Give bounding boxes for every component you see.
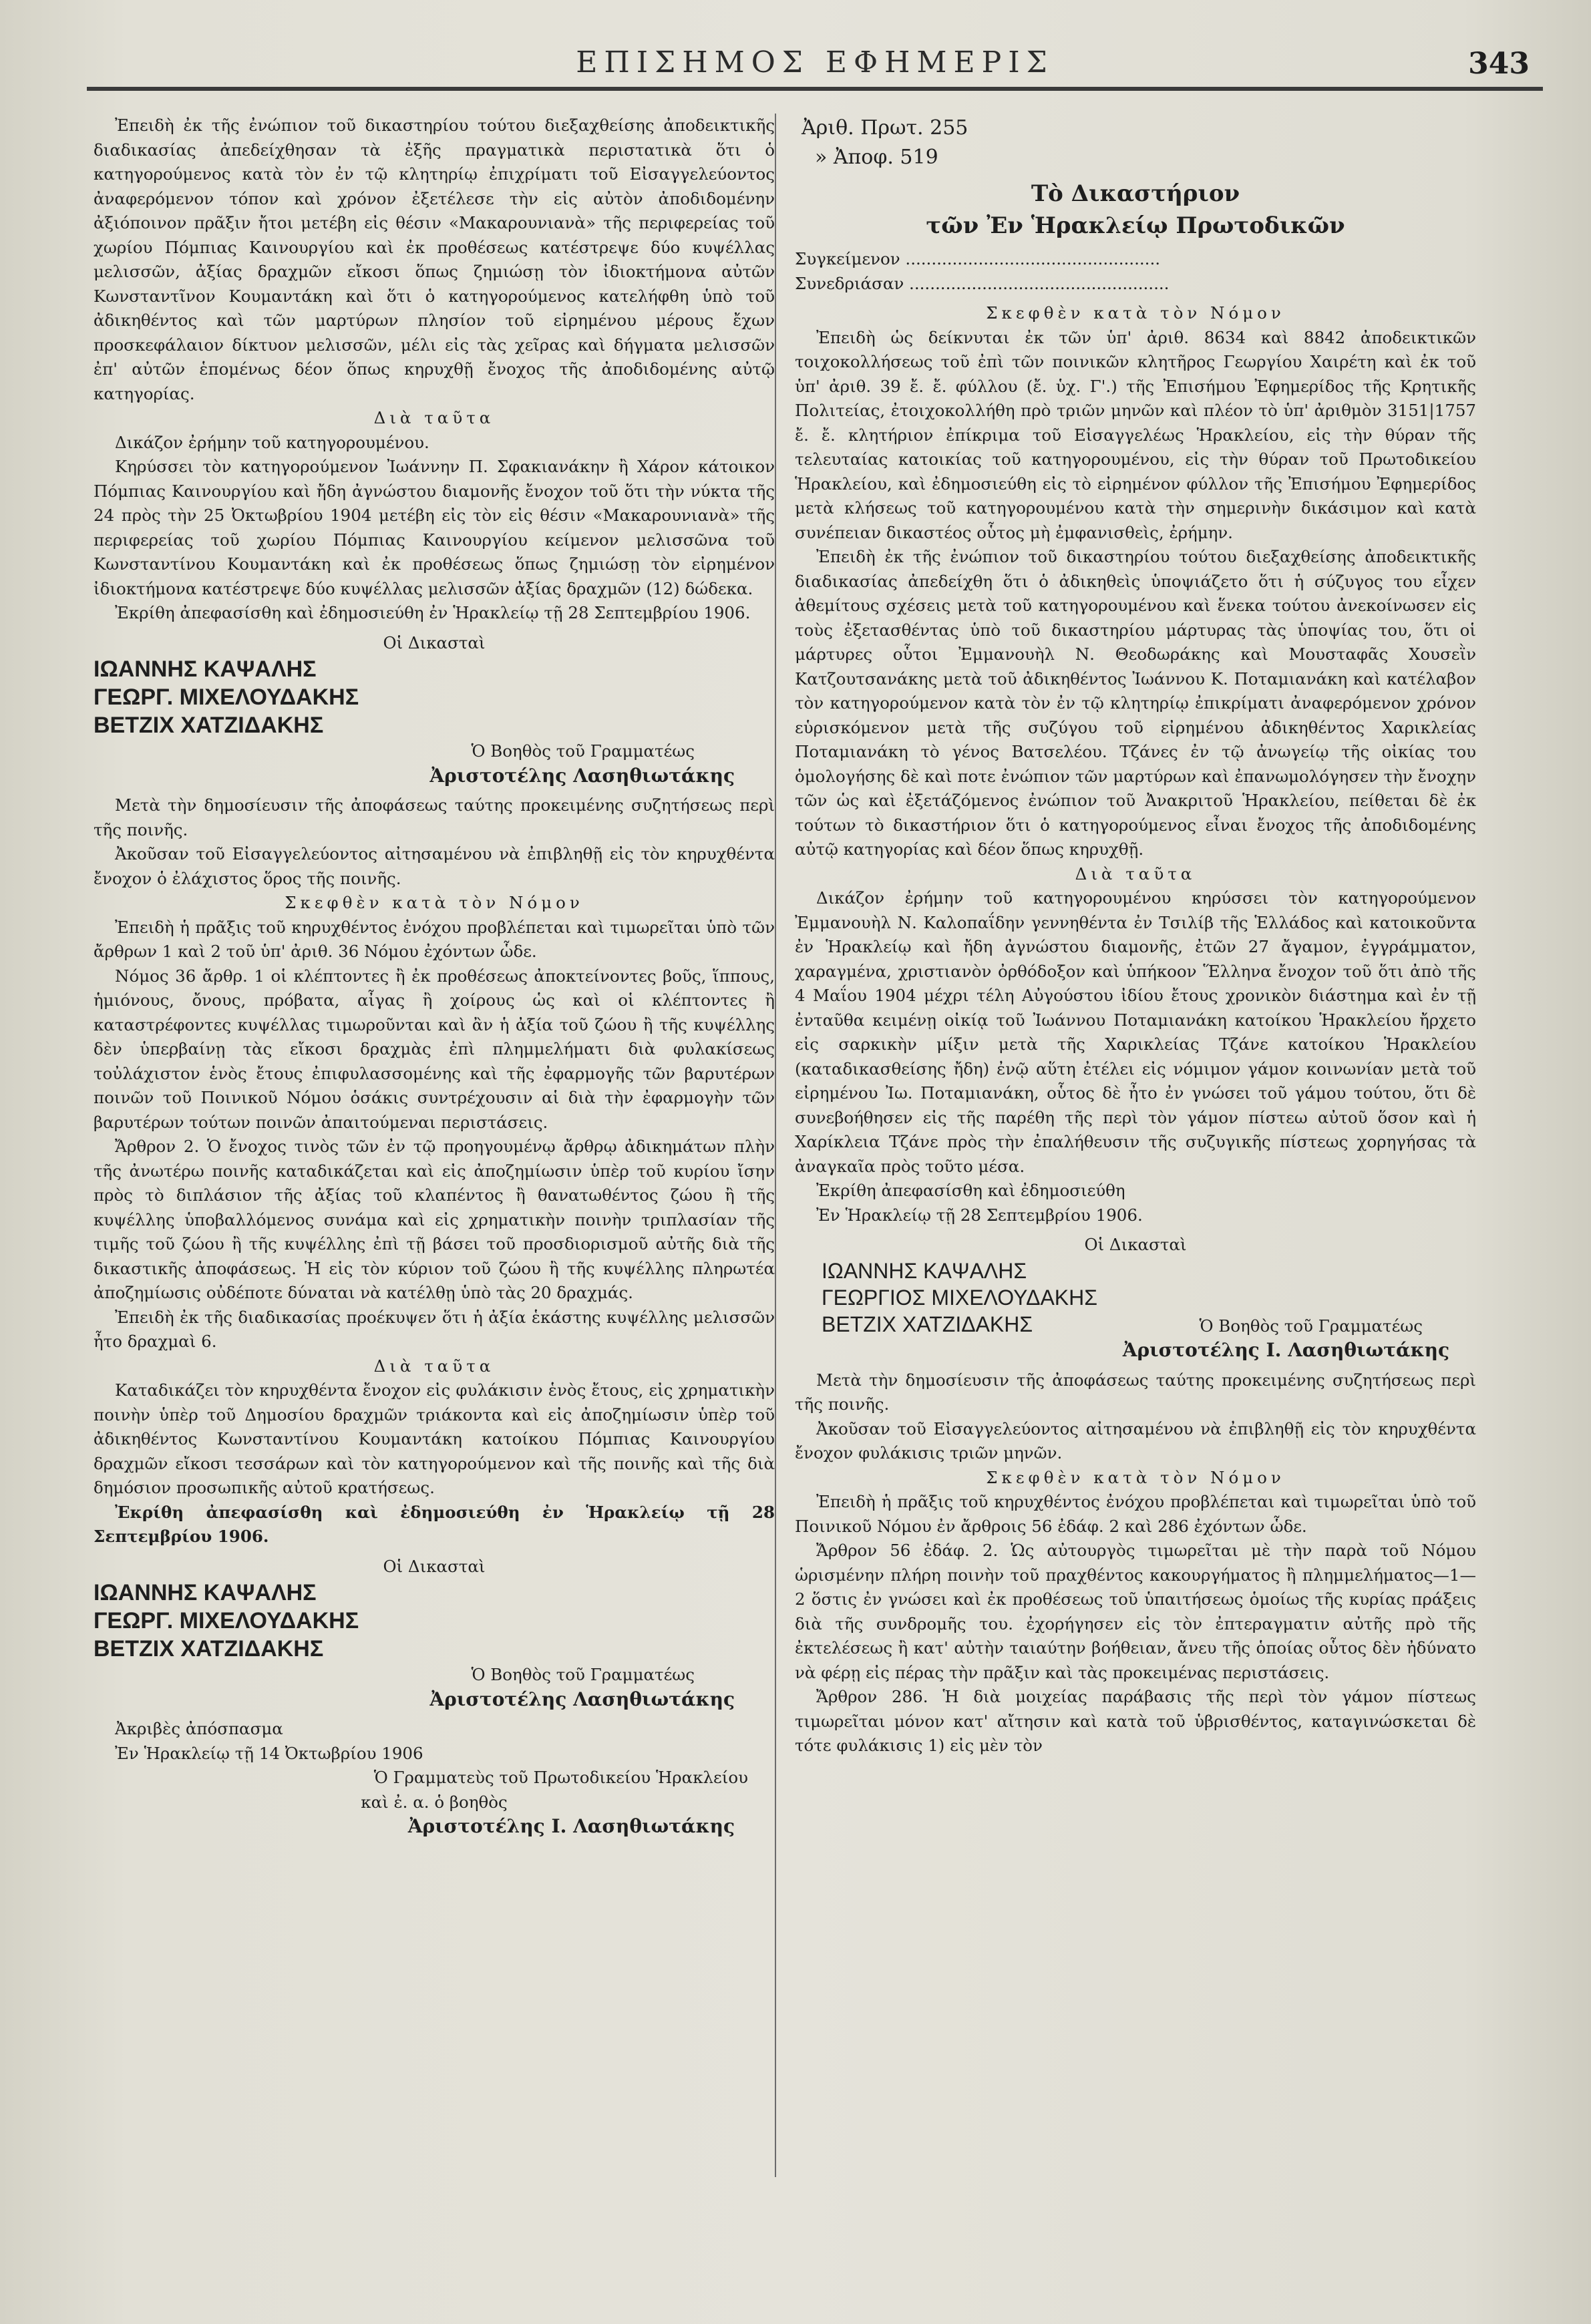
paragraph: Νόμος 36 ἄρθρ. 1 οἱ κλέπτοντες ἢ ἐκ προθέσεως ἀποκτείνοντες βοῦς, ἵππους, ἡμιόνους, ὄνους, πρόβατα, αἶγας ἢ χοίρους ὡς καὶ οἱ κλέπτοντες ἢ καταστρέφοντες κυψέλλας τιμωροῦνται καὶ ἂν ἡ ἀξία τοῦ ζώου ἢ τῆς κυψέλλης δὲν ὑπερβαίνῃ τὰς εἴκοσι δραχμὰς ἐπὶ πλημμελήματι διὰ φυλακίσεως τοὐλάχιστον ἑνὸς ἔτους ἐπιφυλασσομένης καὶ τῆς ἐφαρμογῆς τῶν βαρυτέρων ποινῶν τοῦ Ποινικοῦ Νόμου ὁσάκις συντρέχουσιν αἱ διὰ τὴν ἐφαρμογὴν τῶν βαρυτέρων τούτων ποινῶν ἀπαιτούμεναι περιστάσεις. — [94, 966, 775, 1132]
section-heading: Σκεφθὲν κατὰ τὸν Νόμον — [986, 303, 1285, 323]
paragraph: Ἐπειδὴ ἡ πρᾶξις τοῦ κηρυχθέντος ἐνόχου προβλέπεται καὶ τιμωρεῖται ὑπὸ τοῦ Ποινικοῦ Νόμου ἐν ἄρθροις 56 ἐδάφ. 2 καὶ 286 ἐχόντων ὧδε. — [795, 1492, 1476, 1536]
paragraph: Ἐν Ἡρακλείῳ τῇ 28 Σεπτεμβρίου 1906. — [816, 1205, 1143, 1225]
judge-name: ΙΩΑΝΝΗΣ ΚΑΨΑΛΗΣ — [94, 1580, 317, 1605]
judge-name: ΙΩΑΝΝΗΣ ΚΑΨΑΛΗΣ — [94, 656, 317, 682]
judge-name: ΙΩΑΝΝΗΣ ΚΑΨΑΛΗΣ — [822, 1258, 1027, 1283]
judge-name: ΓΕΩΡΓ. ΜΙΧΕΛΟΥΔΑΚΗΣ — [94, 1608, 359, 1633]
paragraph: Ἀκοῦσαν τοῦ Εἰσαγγελεύοντος αἰτησαμένου νὰ ἐπιβληθῇ εἰς τὸν κηρυχθέντα ἔνοχον φυλάκισις τριῶν μηνῶν. — [795, 1418, 1476, 1463]
clerk-label: Ὁ Βοηθὸς τοῦ Γραμματέως — [1199, 1316, 1423, 1336]
reference-protocol: Ἀριθ. Πρωτ. 255 — [802, 116, 968, 140]
section-heading: Διὰ ταῦτα — [373, 408, 495, 427]
judges-label: Οἱ Δικασταὶ — [1084, 1235, 1187, 1254]
judge-name: ΒΕΤΖΙΧ ΧΑΤΖΙΔΑΚΗΣ — [822, 1312, 1033, 1336]
section-heading: Διὰ ταῦτα — [1075, 863, 1196, 884]
clerk-name: Ἀριστοτέλης Ι. Λασηθιωτάκης — [1122, 1339, 1449, 1361]
column-divider — [775, 114, 776, 2177]
paragraph: Ἀκοῦσαν τοῦ Εἰσαγγελεύοντος αἰτησαμένου νὰ ἐπιβληθῇ εἰς τὸν κηρυχθέντα ἔνοχον ὁ ἐλάχιστος ὅρος τῆς ποινῆς. — [94, 844, 775, 888]
extract-date: Ἐν Ἡρακλείῳ τῇ 14 Ὀκτωβρίου 1906 — [115, 1743, 423, 1763]
clerk-label: Ὁ Βοηθὸς τοῦ Γραμματέως — [471, 741, 695, 761]
clerk-name: Ἀριστοτέλης Λασηθιωτάκης — [429, 1688, 735, 1710]
page-number: 343 — [1468, 47, 1530, 81]
extract-label: Ἀκριβὲς ἀπόσπασμα — [115, 1719, 283, 1738]
convened-line: Συνεδριάσαν .................................................. — [795, 273, 1170, 293]
paragraph: Μετὰ τὴν δημοσίευσιν τῆς ἀποφάσεως ταύτης προκειμένης συζητήσεως περὶ τῆς ποινῆς. — [795, 1370, 1476, 1414]
paragraph: Μετὰ τὴν δημοσίευσιν τῆς ἀποφάσεως ταύτης προκειμένης συζητήσεως περὶ τῆς ποινῆς. — [94, 795, 775, 839]
paragraph: Ἐπειδὴ ἐκ τῆς διαδικασίας προέκυψεν ὅτι ἡ ἀξία ἑκάστης κυψέλλης μελισσῶν ἦτο δραχμαὶ 6. — [94, 1307, 775, 1351]
extract-clerk-assistant: καὶ ἐ. α. ὁ βοηθὸς — [361, 1792, 508, 1812]
section-heading: Σκεφθὲν κατὰ τὸν Νόμον — [986, 1467, 1285, 1487]
paragraph: Ἄρθρον 56 ἐδάφ. 2. Ὡς αὐτουργὸς τιμωρεῖται μὲ τὴν παρὰ τοῦ Νόμου ὡρισμένην πλήρη ποινὴν τοῦ πραχθέντος κακουργήματος ἢ πλημμελήματος—1—2 ὅστις ἐν γνώσει καὶ ἐκ προθέσεως τοῦ ὑπαιτήσεως ὁμοίως τῆς κυρίας πράξεις διὰ τῆς συνδρομῆς του. ἐχορήγησεν εἰς τὸν ἐπτεραγματιν αὐτῆς πρὸ τῆς ἐκτελέσεως ἢ κατ' αὐτὴν ταιαύτην βοήθειαν, ἄνευ τῆς ὁποίας οὗτος δὲν ἠδύνατο νὰ φέρῃ εἰς πέρας τὴν πρᾶξιν καὶ τὰς προκειμένας περιστάσεις. — [795, 1541, 1476, 1682]
judge-name: ΒΕΤΖΙΧ ΧΑΤΖΙΔΑΚΗΣ — [94, 1636, 324, 1662]
paragraph: Δικάζον ἐρήμην τοῦ κατηγορουμένου. — [115, 432, 429, 452]
paragraph: Ἐπειδὴ ἐκ τῆς ἐνώπιον τοῦ δικαστηρίου τούτου διεξαχθείσης ἀποδεικτικῆς διαδικασίας ἀπεδείχθη ὅτι ὁ ἀδικηθεὶς ὑποψιάζετο ὅτι ἡ σύζυγος του εἶχεν ἀθεμίτους σχέσεις μετὰ τοῦ κατηγορουμένου καὶ ἕνεκα τούτου ἀνεκοίνωσεν εἰς τοὺς ἐξετασθέντας ὑπὸ τοῦ δικαστηρίου μάρτυρας τὰς ὑποψίας του, ὅτι οἱ μάρτυρες οὗτοι Ἐμμανουὴλ Ν. Θεοδωράκης καὶ Μουσταφᾶς Χουσεῒν Κατζουτσανάκης μετὰ τοῦ ἀδικηθέντος Ἰωάννου Κ. Ποταμιανάκη καὶ κατέλαβον τὸν κατηγορούμενον κατὰ τὸν ἐν τῷ κλητηρίῳ ἐπικρίματι ἀναφερόμενον χρόνον εὑρισκόμενον μετὰ τῆς συζύγου τοῦ εἰρημένου ἀδικηθέντος Χαρικλείας Ποταμιανάκη τὸ γένος Βατσελέου. Τζάνες ἐν τῷ ἀνωγείῳ τῆς οἰκίας του ὁμολογήσης δὲ καὶ ποτε ἐνώπιον τῶν μαρτύρων καὶ ἐπανωμολόγησεν τὴν ἔνοχην τῶν ὡς καὶ ἐξετάζόμενος ἐνώπιον τοῦ Ἀνακριτοῦ Ἡρακλείου, πείθεται δὲ ἐκ τούτων τὸ δικαστήριον ὅτι ὁ κατηγορούμενος εἶναι ἔνοχος τῆς ἀποδιδομένης αὐτῷ κατηγορίας καὶ δέον ὅπως κηρυχθῇ. — [795, 547, 1476, 859]
paragraph: Ἄρθρον 286. Ἡ διὰ μοιχείας παράβασις τῆς περὶ τὸν γάμον πίστεως τιμωρεῖται μόνον κατ' αἴτησιν καὶ κατὰ τοῦ ὑβρισθέντος, καταγινώσκεται δὲ τότε φυλάκισις 1) εἰς μὲν τὸν — [795, 1687, 1476, 1755]
clerk-name: Ἀριστοτέλης Λασηθιωτάκης — [429, 764, 735, 787]
reference-decision: » Ἀποφ. 519 — [815, 146, 938, 169]
right-column — [795, 114, 1476, 1758]
paragraph: Καταδικάζει τὸν κηρυχθέντα ἔνοχον εἰς φυλάκισιν ἑνὸς ἔτους, εἰς χρηματικὴν ποινὴν ὑπὲρ τοῦ Δημοσίου δραχμῶν τριάκοντα καὶ εἰς ἀποζημίωσιν ὑπὲρ τοῦ ἀδικηθέντος Κωνσταντίνου Κουμαντάκη κατοίκου Πόμπιας Καινουργίου δραχμῶν εἴκοσι τεσσάρων καὶ τὸν κατηγορούμενον καὶ τῆς ποινῆς καὶ τῆς διὰ δημόσιον προσωπικῆς αὐτοῦ κρατήσεως. — [94, 1380, 775, 1497]
newspaper-title: ΕΠΙΣΗΜΟΣ ΕΦΗΜΕΡΙΣ — [576, 45, 1054, 79]
page-header — [87, 20, 1543, 93]
paragraph: Ἐκρίθη ἀπεφασίσθη καὶ ἐδημοσιεύθη ἐν Ἡρακλείῳ τῇ 28 Σεπτεμβρίου 1906. — [94, 1502, 775, 1546]
clerk-label: Ὁ Βοηθὸς τοῦ Γραμματέως — [471, 1665, 695, 1684]
paragraph: Δικάζον ἐρήμην τοῦ κατηγορουμένου κηρύσσει τὸν κατηγορούμενον Ἐμμανουὴλ Ν. Καλοπαΐδην γεννηθέντα ἐν Τσιλίβ τῆς Ἑλλάδος καὶ κατοικοῦντα ἐν Ἡρακλείῳ καὶ ἤδη ἀγνώστου διαμονῆς, ἐτῶν 27 ἄγαμον, ἐγγράμματον, χαραγμένα, χριστιανὸν ὀρθόδοξον καὶ ὑπήκοον Ἕλληνα ἔνοχον τοῦ ὅτι ἀπὸ τῆς 4 Μαΐου 1904 μέχρι τέλη Αὐγούστου ἰδίου ἔτους χρονικὸν διάστημα καὶ ἐν τῇ ἐνταῦθα κειμένῃ οἰκίᾳ τοῦ Ἰωάννου Ποταμιανάκη κατοίκου Ἡρακλείου ἤρχετο εἰς σαρκικὴν μίξιν μετὰ τῆς Χαρικλείας Τζάνε κατοίκου Ἡρακλείου (καταδικασθείσης ἤδη) ἐνῷ αὕτη ἐτέλει εἰς νόμιμον γάμον κοινωνίαν μετὰ τοῦ εἰρημένου Ἰω. Ποταμιανάκη, οὗτος δὲ ἦτο ἐν γνώσει τοῦ γάμου τούτου, ὅτι δὲ συνεβοήθησεν εἰς τῆς παρέθη τῆς περὶ τὸν γάμον πίστεω αὐτοῦ ὅσον καὶ ἡ Χαρίκλεια Τζάνε πρὸς τὴν ἐπαλήθευσιν τῆς συζυγικῆς πίστεως χορηγήσας τὰ ἀναγκαῖα πρὸς τοῦτο μέσα. — [795, 888, 1476, 1176]
judge-name: ΓΕΩΡΓΙΟΣ ΜΙΧΕΛΟΥΔΑΚΗΣ — [822, 1285, 1098, 1310]
paragraph: Ἐπειδὴ ὡς δείκνυται ἐκ τῶν ὑπ' ἀριθ. 8634 καὶ 8842 ἀποδεικτικῶν τοιχοκολλήσεως τοῦ ἐπὶ τῶν ποινικῶν κλητῆρος Γεωργίου Χαιρέτη καὶ ἐκ τοῦ ὑπ' ἀριθ. 39 ἔ. ἔ. φύλλου (ἔ. ὑχ. Γ'.) τῆς Ἐπισήμου Ἐφημερίδος τῆς Κρητικῆς Πολιτείας, ἐτοιχοκολλήθη πρὸ τριῶν μηνῶν καὶ πλέον τὸ ὑπ' ἀριθμὸν 3151|1757 ἔ. ἔ. κλητήριον ἐπίκριμα τοῦ Εἰσαγγελέως Ἡρακλείου, εἰς τὴν θύραν τῆς τελευταίας κατοικίας τοῦ κατηγορουμένου, εἰς τὴν θύραν τοῦ Πρωτοδικείου Ἡρακλείου, καὶ ἐδημοσιεύθη εἰς τὸ εἰρημένον φύλλον τῆς Ἐπισήμου Ἐφημερίδος μετὰ κλήσεως τοῦ κατηγορουμένου κατὰ τὴν σημερινὴν δικάσιμον καὶ κατὰ συνέπειαν δικαστέος οὗτος μὴ ἐμφανισθεὶς, ἐρήμην. — [795, 327, 1476, 542]
composed-line: Συγκείμενον ................................................. — [795, 249, 1161, 268]
paragraph: Ἐκρίθη ἀπεφασίσθη καὶ ἐδημοσιεύθη — [816, 1181, 1125, 1200]
judge-name: ΓΕΩΡΓ. ΜΙΧΕΛΟΥΔΑΚΗΣ — [94, 685, 359, 710]
judges-label: Οἱ Δικασταὶ — [383, 632, 486, 652]
judges-label: Οἱ Δικασταὶ — [383, 1556, 486, 1576]
court-title: Τὸ Δικαστήριον — [1031, 180, 1240, 207]
extract-clerk-name: Ἀριστοτέλης Ι. Λασηθιωτάκης — [407, 1815, 735, 1837]
paragraph: Ἐκρίθη ἀπεφασίσθη καὶ ἐδημοσιεύθη ἐν Ἡρακλείῳ τῇ 28 Σεπτεμβρίου 1906. — [115, 603, 751, 622]
paragraph: Ἄρθρον 2. Ὁ ἔνοχος τινὸς τῶν ἐν τῷ προηγουμένῳ ἄρθρῳ ἀδικημάτων πλὴν τῆς ἀνωτέρω ποινῆς καταδικάζεται καὶ εἰς ἀποζημίωσιν ὑπὲρ τοῦ κυρίου ἴσην πρὸς τὸ διπλάσιον τῆς ἀξίας τοῦ κλαπέντος ἢ θανατωθέντος ζώου ἢ τῆς κυψέλλης ὑποβαλλόμενος συνάμα καὶ εἰς χρηματικὴν ποινὴν τριπλασίαν τῆς τιμῆς τοῦ ζώου ἢ τῆς κυψέλλης ἐπὶ τῇ βάσει τοῦ προσδιορισμοῦ αὐτῆς διὰ τῆς δικαστικῆς ἀποφάσεως. Ἡ εἰς τὸν κύριον τοῦ ζώου ἢ τῆς κυψέλλης πληρωτέα ἀποζημίωσις οὐδέποτε δύναται νὰ κατέλθῃ ὑπὸ τὰς 20 δραχμάς. — [94, 1137, 775, 1302]
court-subtitle: τῶν Ἐν Ἡρακλείῳ Πρωτοδικῶν — [926, 212, 1345, 239]
section-heading: Σκεφθὲν κατὰ τὸν Νόμον — [285, 893, 584, 912]
paragraph: Κηρύσσει τὸν κατηγορούμενον Ἰωάννην Π. Σφακιανάκην ἢ Χάρον κάτοικον Πόμπιας Καινουργίου καὶ ἤδη ἀγνώστου διαμονῆς ἔνοχον τοῦ ὅτι τὴν νύκτα τῆς 24 πρὸς τὴν 25 Ὀκτωβρίου 1904 μετέβη εἰς τὸν εἰς θέσιν «Μακαρουνιανὰ» τῆς περιφερείας τοῦ χωρίου Πόμπιας Καινουργίου κείμενον μελισσῶνα τοῦ Κωνσταντίνου Κουμαντάκη καὶ ἐκ προθέσεως ὅπως ζημιώσῃ τὸν εἰρημένον ἰδιοκτήμονα κατέστρεψε δύο κυψέλλας μελισσῶν ἀξίας δραχμῶν (12) δώδεκα. — [94, 457, 775, 598]
paragraph: Ἐπειδὴ ἐκ τῆς ἐνώπιον τοῦ δικαστηρίου τούτου διεξαχθείσης ἀποδεικτικῆς διαδικασίας ἀπεδείχθησαν τὰ ἐξῆς πραγματικὰ περιστατικὰ ὅτι ὁ κατηγορούμενος κατὰ τὸν ἐν τῷ κλητηρίῳ ἐπιχρίματι τοῦ Εἰσαγγελεύοντος ἀναφερόμενον τόπον καὶ χρόνον ἐξετέλεσε τὴν εἰς αὐτὸν ἀποδιδομένην ἀξιόποινον πρᾶξιν ἤτοι μετέβη εἰς θέσιν «Μακαρουνιανὰ» τῆς περιφερείας τοῦ χωρίου Πόμπιας Καινουργίου καὶ ἐκ προθέσεως κατέστρεψε δύο κυψέλλας μελισσῶν, ἀξίας δραχμῶν εἴκοσι ὅπως ζημιώσῃ τὸν ἰδιοκτήμονα αὐτῶν Κωνσταντῖνον Κουμαντάκη καὶ ὅτι ὁ κατηγορούμενος κατελήφθη ὑπὸ τοῦ ἀδικηθέντος καὶ τῶν μαρτύρων πλησίον τοῦ εἰρημένου μέρους ἔχων προσκεφάλαιον δίκτυον μελισσῶν, μέλι εἰς τὰς χεῖρας καὶ δήγματα μελισσῶν ἐπ' αὐτῶν ἑπομένως δέον ὅπως κηρυχθῇ ἔνοχος τῆς ἀποδιδομένης αὐτῷ κατηγορίας. — [94, 116, 775, 403]
header-rule — [87, 87, 1543, 91]
left-column — [94, 114, 775, 1839]
paragraph: Ἐπειδὴ ἡ πρᾶξις τοῦ κηρυχθέντος ἐνόχου προβλέπεται καὶ τιμωρεῖται ὑπὸ τῶν ἄρθρων 1 καὶ 2 τοῦ ὑπ' ἀριθ. 36 Νόμου ἐχόντων ὧδε. — [94, 917, 775, 961]
extract-clerk: Ὁ Γραμματεὺς τοῦ Πρωτοδικείου Ἡρακλείου — [373, 1768, 748, 1787]
section-heading: Διὰ ταῦτα — [373, 1356, 495, 1376]
judge-name: ΒΕΤΖΙΧ ΧΑΤΖΙΔΑΚΗΣ — [94, 713, 324, 738]
